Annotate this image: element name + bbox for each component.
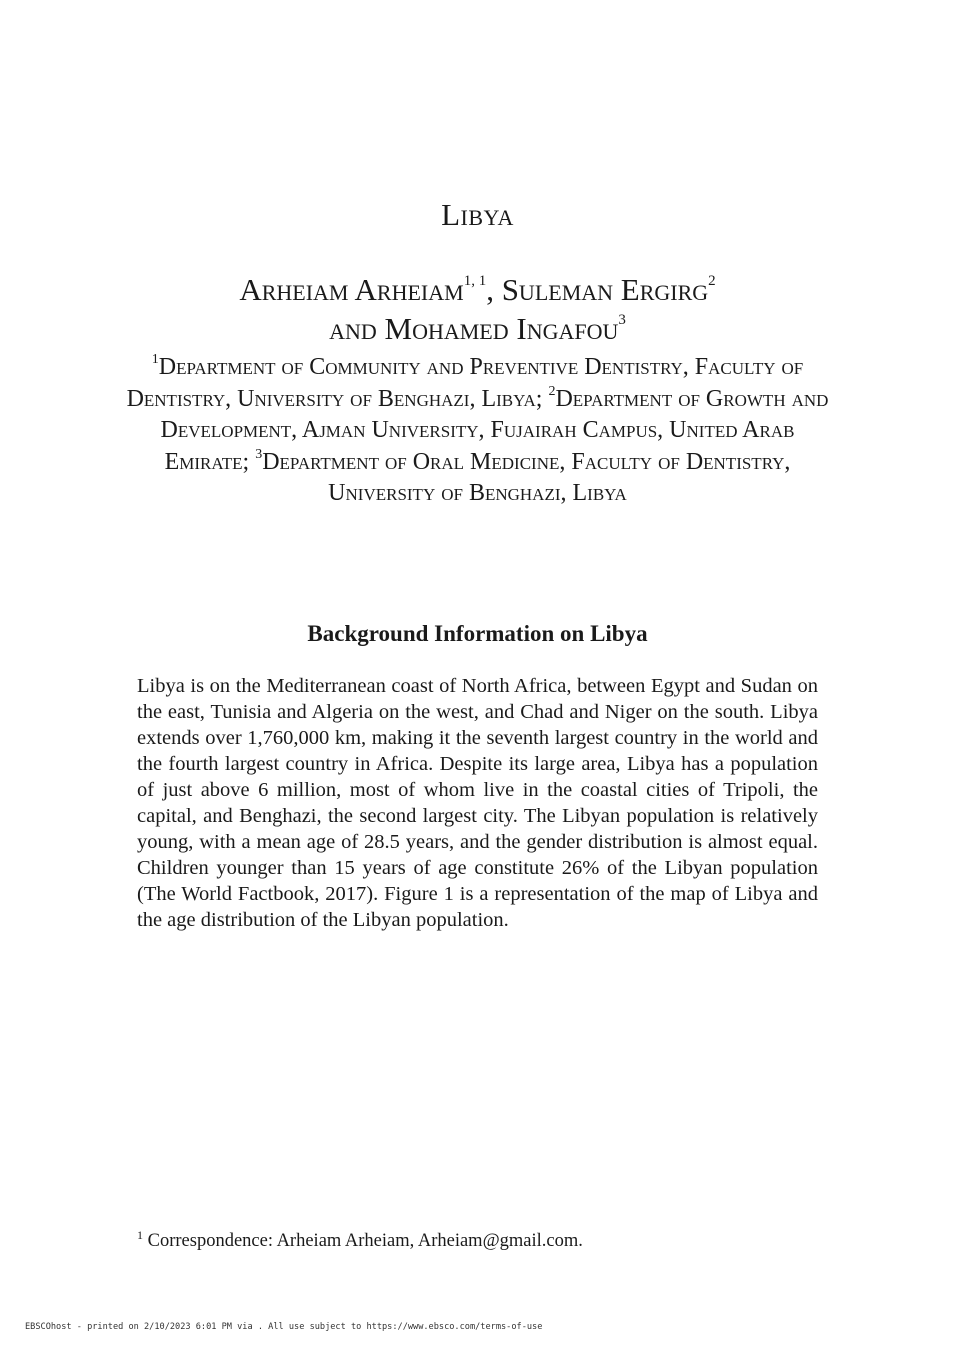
section-heading: Background Information on Libya — [307, 621, 648, 646]
print-notice: EBSCOhost - printed on 2/10/2023 6:01 PM via . All use subject to https://www.ebsco.com/terms-of-use — [25, 1322, 543, 1332]
footnote — [137, 1229, 827, 1253]
author-list — [120, 270, 835, 348]
author-separator: , — [486, 272, 502, 307]
affiliation-marker: 3 — [255, 446, 263, 462]
affiliation-text: Department of Oral Medicine, Faculty of Dentistry, University of Benghazi, Libya — [262, 448, 791, 506]
body-paragraph: Libya is on the Mediterranean coast of North Africa, between Egypt and Sudan on the east, Tunisia and Algeria on the west, and Chad and Niger on the south. Libya extends over 1,760,000 km, making it the seventh largest country in the world and the fourth largest country in Africa. Despite its large area, Libya has a population of just above 6 million, most of whom live in the coastal cities of Tripoli, the capital, and Benghazi, the second largest city. The Libyan population is relatively young, with a mean age of 28.5 years, and the gender distribution is almost equal. Children younger than 15 years of age constitute 26% of the Libyan population (The World Factbook, 2017). Figure 1 is a representation of the map of Libya and the age distribution of the Libyan population. — [137, 675, 818, 931]
author-name: Suleman Ergirg — [501, 272, 709, 307]
chapter-title: Libya — [441, 197, 514, 232]
affiliation-text: Department of Community and Preventive Dentistry, Faculty of Dentistry, University of Benghazi, Libya; — [126, 354, 804, 412]
author-affiliation-marker: 3 — [618, 312, 626, 328]
footnote-marker: 1 — [137, 1228, 143, 1242]
author-name: Arheiam Arheiam — [239, 272, 464, 307]
author-affiliation-marker: 1, 1 — [463, 273, 487, 289]
affiliation-marker: 2 — [548, 383, 556, 399]
affiliation-text: Department of Growth and Development, Ajman University, Fujairah Campus, United Arab Emirate; — [160, 385, 829, 475]
affiliation-list — [120, 352, 835, 510]
author-name: Mohamed Ingafou — [384, 311, 619, 346]
author-affiliation-marker: 2 — [708, 273, 716, 289]
affiliation-marker: 1 — [151, 352, 159, 367]
footnote-text: Correspondence: Arheiam Arheiam, Arheiam@gmail.com. — [143, 1231, 583, 1251]
author-conjunction: and — [329, 311, 385, 346]
